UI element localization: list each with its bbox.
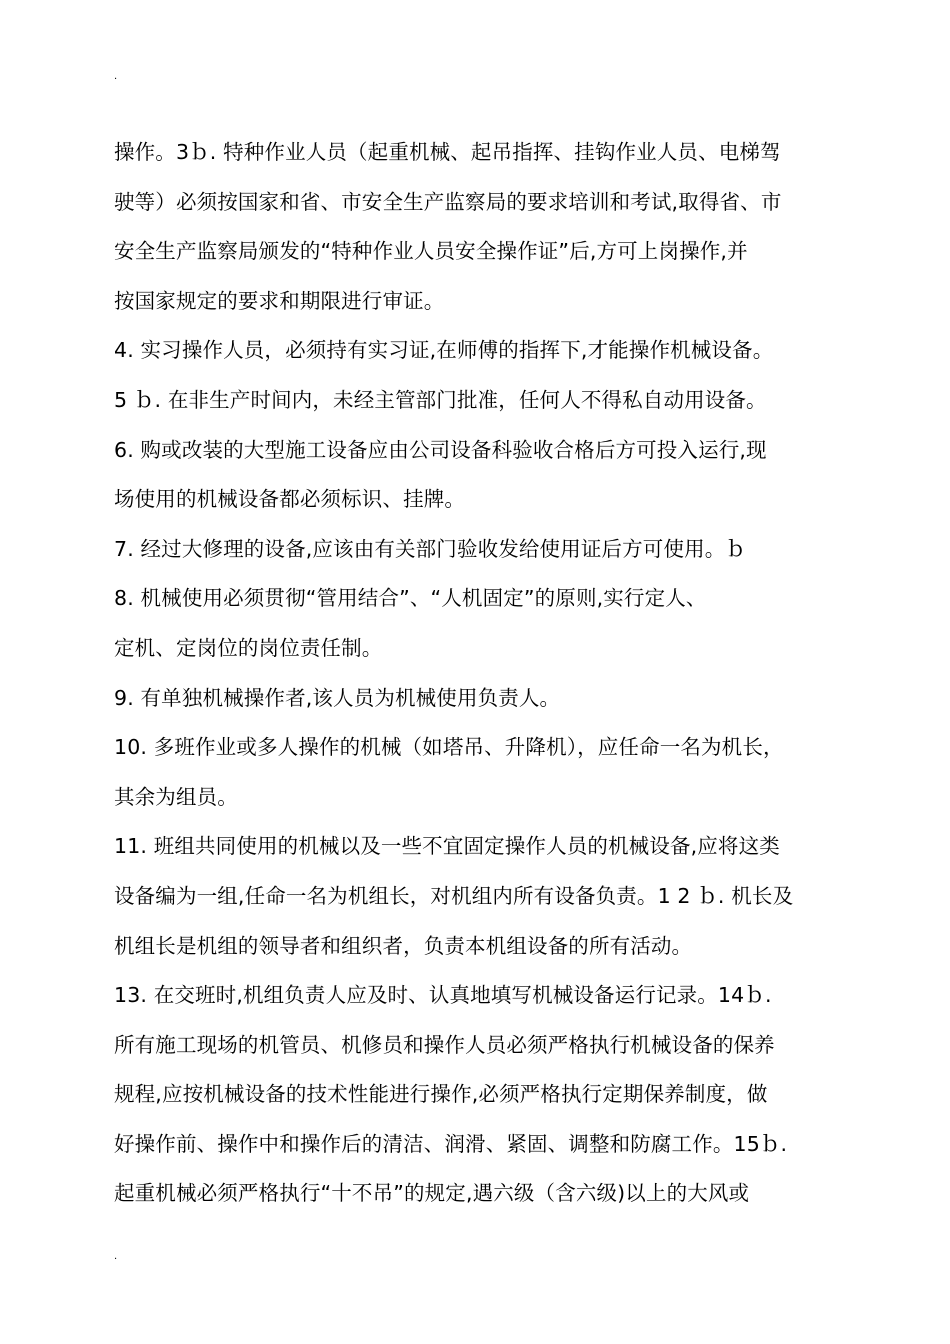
text-line: 定机、定岗位的岗位责任制。 (114, 635, 383, 660)
top-mark: . (114, 71, 118, 82)
text-line: 好操作前、操作中和操作后的清洁、润滑、紧固、调整和防腐工作。15ｂ. (114, 1131, 788, 1156)
text-line: 安全生产监察局颁发的“特种作业人员安全操作证”后,方可上岗操作,并 (114, 239, 748, 264)
text-line: 驶等）必须按国家和省、市安全生产监察局的要求培训和考试,取得省、市 (114, 189, 782, 214)
text-line: 10. 多班作业或多人操作的机械（如塔吊、升降机），应任命一名为机长， (114, 735, 784, 760)
text-line: 8. 机械使用必须贯彻“管用结合”、“人机固定”的原则,实行定人、 (114, 586, 707, 611)
text-line: 规程,应按机械设备的技术性能进行操作,必须严格执行定期保养制度，做 (114, 1082, 768, 1107)
text-line: 机组长是机组的领导者和组织者，负责本机组设备的所有活动。 (114, 933, 693, 958)
text-line: 场使用的机械设备都必须标识、挂牌。 (114, 487, 466, 512)
text-line: 其余为组员。 (114, 784, 238, 809)
text-line: 13. 在交班时,机组负责人应及时、认真地填写机械设备运行记录。14ｂ. (114, 983, 772, 1008)
text-line: 11. 班组共同使用的机械以及一些不宜固定操作人员的机械设备,应将这类 (114, 834, 780, 859)
text-line: 按国家规定的要求和期限进行审证。 (114, 288, 445, 313)
text-line: 9. 有单独机械操作者,该人员为机械使用负责人。 (114, 685, 561, 710)
text-line: 起重机械必须严格执行“十不吊”的规定,遇六级（含六级)以上的大风或 (114, 1181, 750, 1206)
text-line: 5 ｂ. 在非生产时间内，未经主管部门批准，任何人不得私自动用设备。 (114, 387, 767, 412)
document-body (114, 128, 844, 1219)
text-line: 设备编为一组,任命一名为机组长，对机组内所有设备负责。1 2 ｂ. 机长及 (114, 883, 794, 908)
text-line: 6. 购或改装的大型施工设备应由公司设备科验收合格后方可投入运行,现 (114, 437, 767, 462)
text-line: 所有施工现场的机管员、机修员和操作人员必须严格执行机械设备的保养 (114, 1032, 775, 1057)
text-line: 7. 经过大修理的设备,应该由有关部门验收发给使用证后方可使用。ｂ (114, 536, 747, 561)
text-line: 操作。3ｂ. 特种作业人员（起重机械、起吊指挥、挂钩作业人员、电梯驾 (114, 140, 781, 164)
bottom-mark: . (114, 1251, 118, 1262)
text-line: 4. 实习操作人员，必须持有实习证,在师傅的指挥下,才能操作机械设备。 (114, 338, 774, 363)
